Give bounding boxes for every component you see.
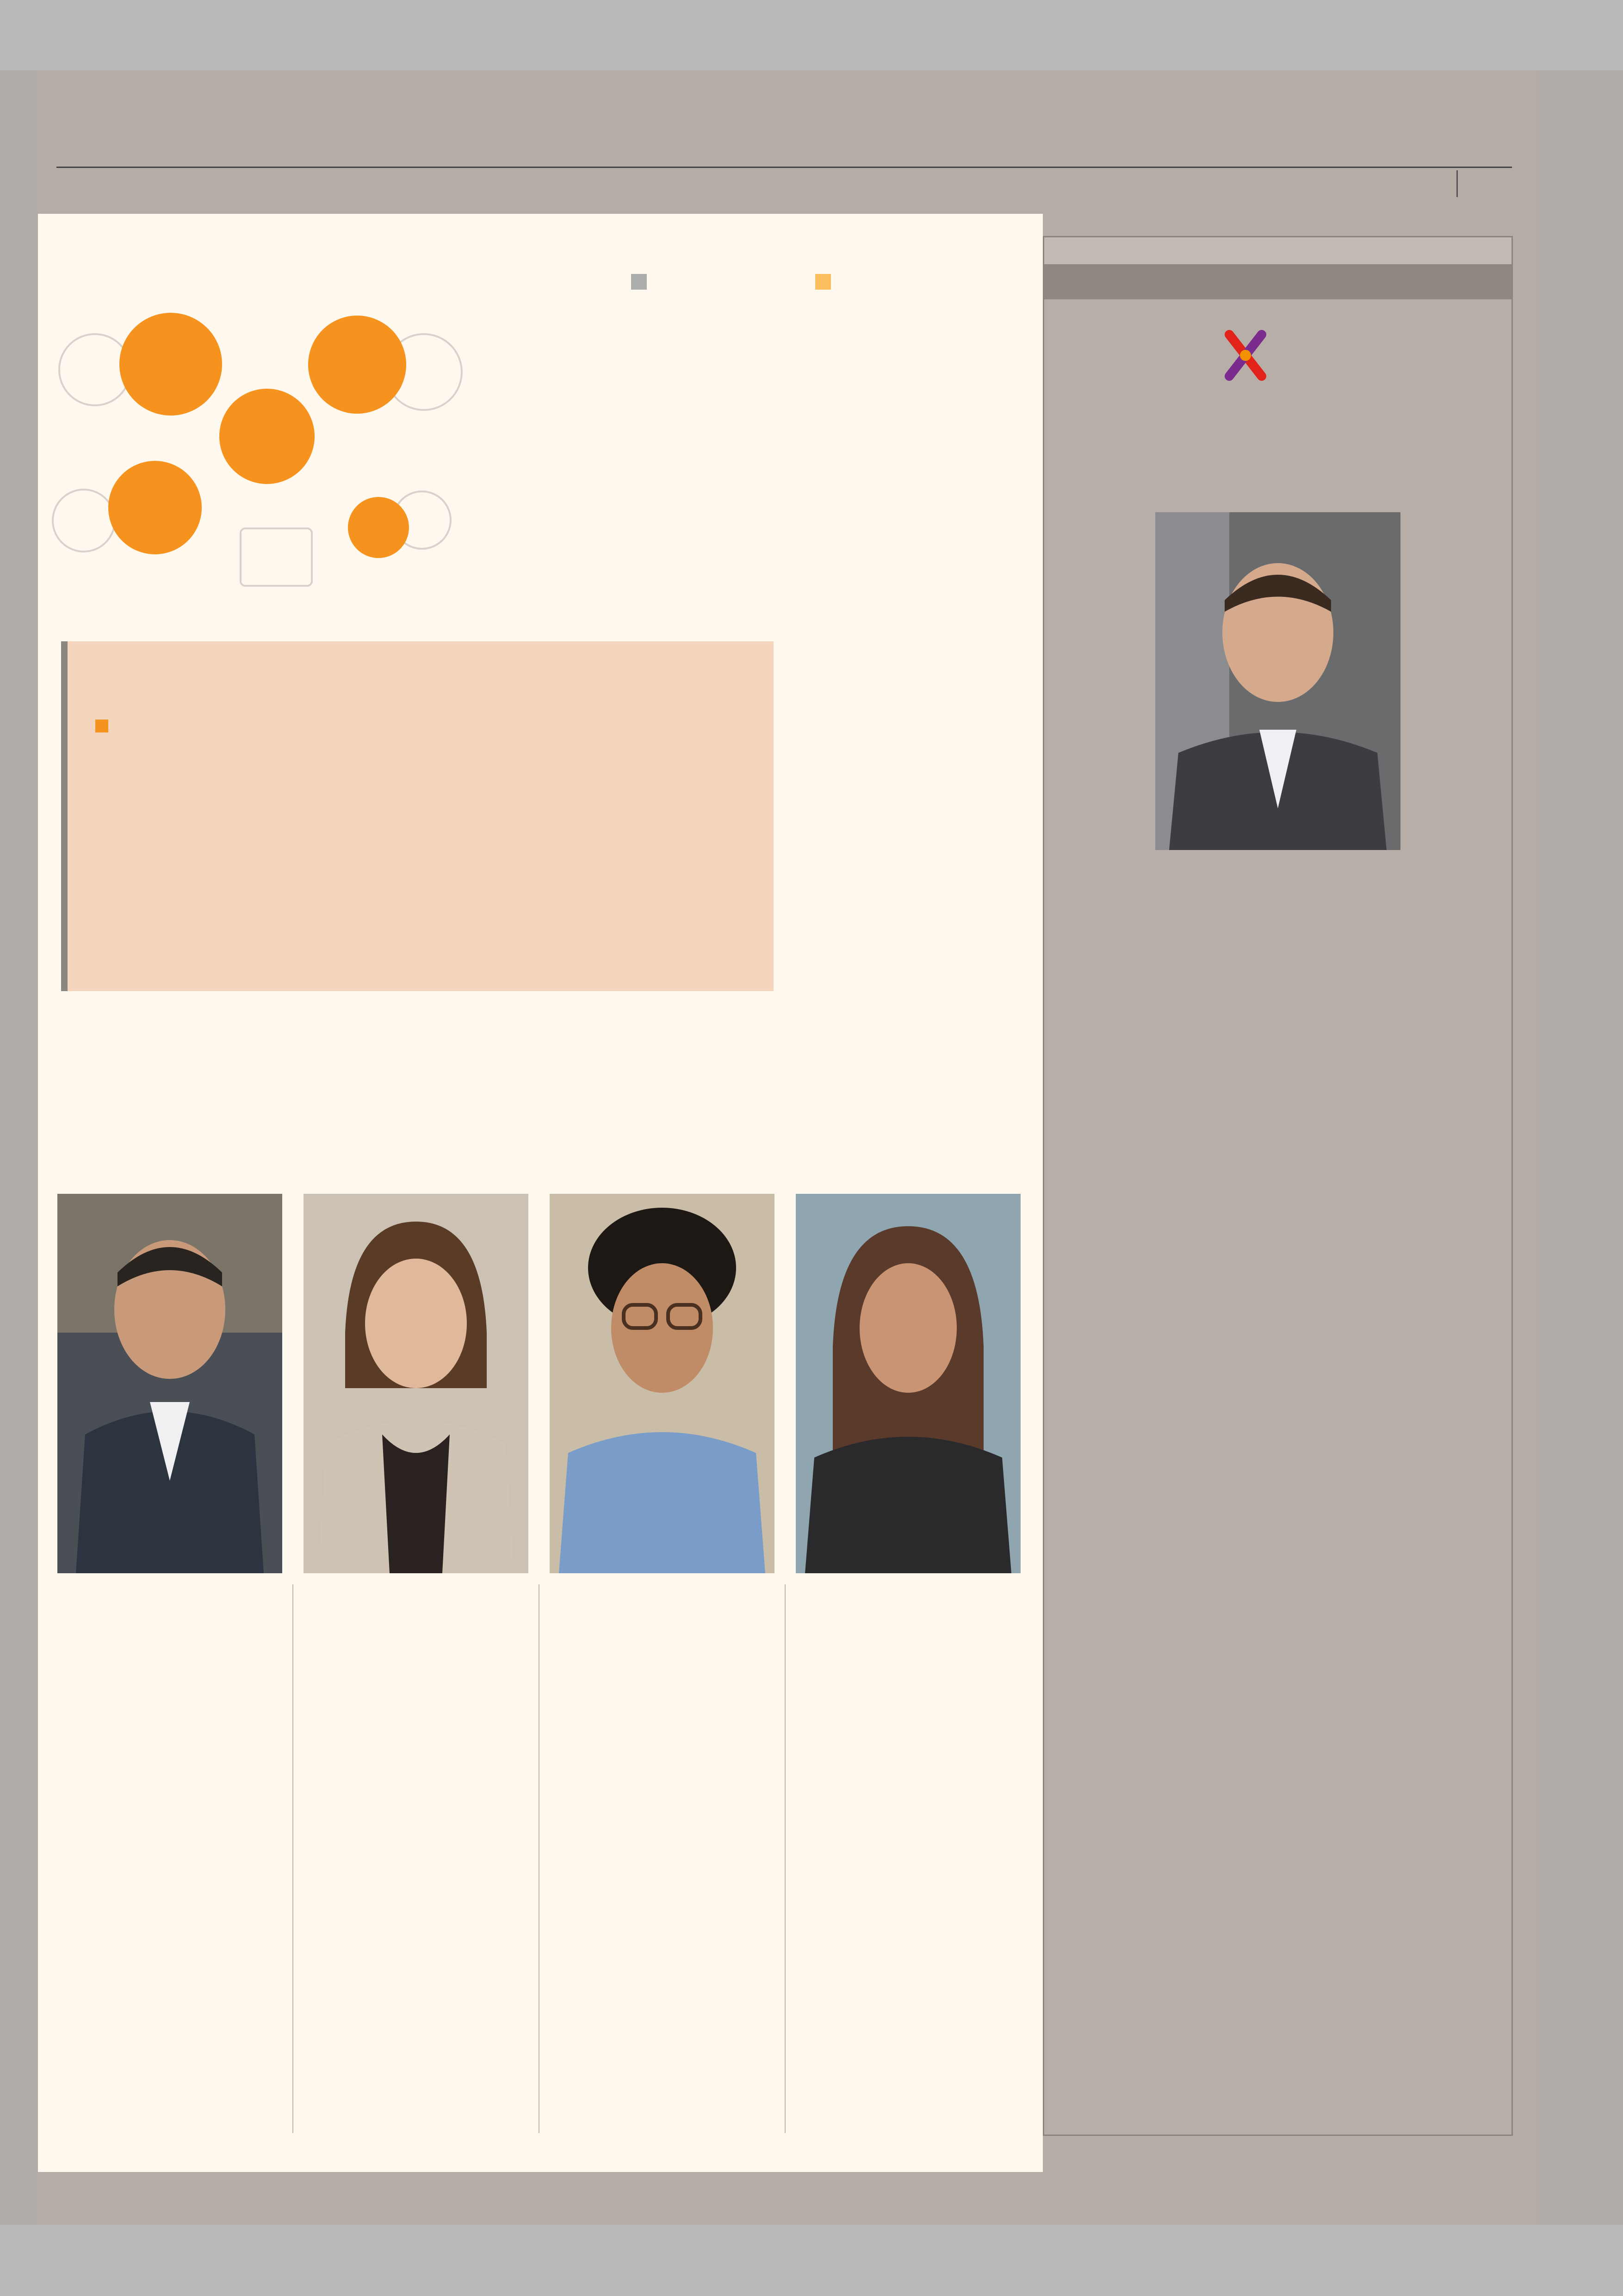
column-divider (785, 1584, 786, 2133)
photo-christian-duran (57, 1194, 282, 1573)
top-margin (0, 0, 1623, 70)
bar-chart (477, 296, 1041, 602)
sidebox-col1 (95, 714, 401, 737)
opinion-sponsor (1044, 237, 1511, 264)
bullet-square-icon (95, 720, 108, 732)
bubble-technological (219, 389, 315, 484)
legend-swatch-business (815, 274, 831, 290)
legend-swatch-citizens (631, 274, 647, 290)
bubble-political (308, 316, 406, 414)
family-icon (52, 489, 116, 552)
bubble-economic (119, 313, 222, 416)
bubble-social (108, 461, 202, 554)
sidebox (61, 641, 774, 991)
opinion-label (1044, 264, 1511, 299)
bubble-environmental (348, 497, 409, 558)
bci-logo-icon (1225, 330, 1266, 381)
header-separator (1456, 170, 1458, 197)
photo-loreto-seguel (304, 1194, 528, 1573)
photo-jacqueline-plass (796, 1194, 1021, 1573)
column-divider (292, 1584, 293, 2133)
computer-gear-icon (240, 527, 313, 587)
opinion-body (1095, 921, 1465, 931)
header-rule (56, 167, 1512, 168)
photo-pablo-zamora (550, 1194, 774, 1573)
opinion-column (1043, 236, 1513, 2136)
sidebox-accent (61, 641, 68, 991)
author-photo (1155, 512, 1400, 850)
bottom-margin (0, 2225, 1623, 2296)
